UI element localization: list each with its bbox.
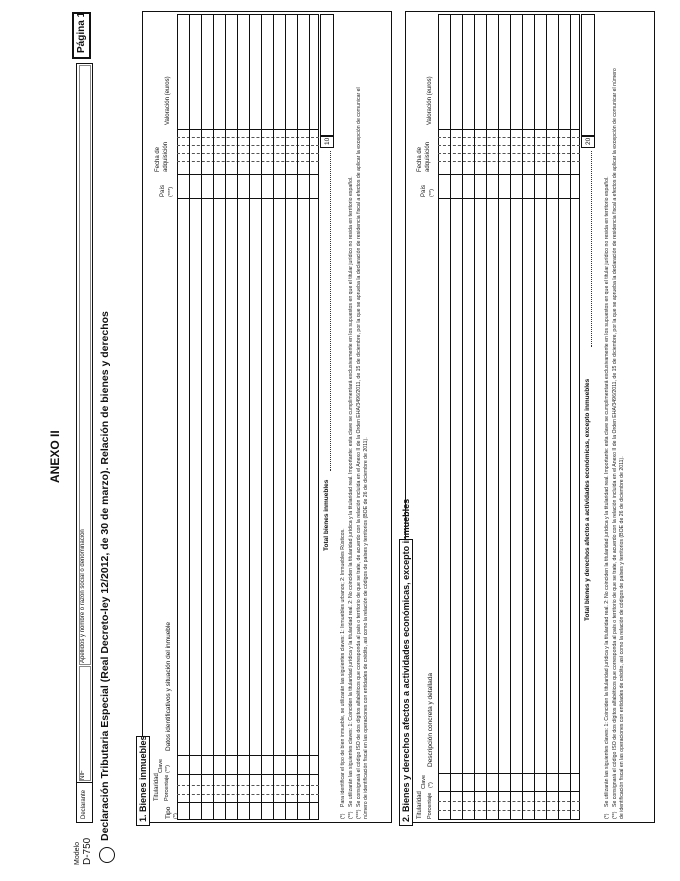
s2-table [438, 14, 580, 820]
main-title: Declaración Tributaria Especial (Real Decreto-ley 12/2012, de 30 de marzo). Relación de bienes y derechos [99, 311, 111, 841]
s2-note2b: de identificación fiscal en las operaciones con entidades de crédito, así como la relación de códigos de países y territorios (BOE de 26 de diciembre de 2011). [619, 456, 625, 819]
section2-title: 2. Bienes y derechos afectos a actividades económicas, excepto inmuebles [401, 498, 411, 822]
name-label: Apellidos y nombre o razón social o denominación [80, 529, 86, 663]
s2-total-field[interactable] [581, 14, 595, 136]
nif-field[interactable] [79, 666, 91, 781]
section1-title-tab [136, 736, 150, 826]
name-field[interactable] [79, 65, 91, 665]
circle-icon [99, 847, 115, 863]
s2-col-valoracion: Valoración (euros) [427, 76, 433, 125]
page-number-box [72, 12, 91, 59]
page-label: Página 1 [76, 11, 87, 53]
nif-label: NIF [80, 770, 86, 780]
s2-note1: Se utilizarán las siguientes claves: 1: Coinciden la titularidad jurídica y la titularidad real. 2: No coinciden la titularidad jurídica y la titularidad real. Importante: esta clave se cumplimentará exclusivamente en los supuestos en que el titular jurídico no resida en territorio español. [604, 176, 610, 807]
annex-title: ANEXO II [48, 430, 62, 483]
rotated-form-page: ANEXO II Página 1 Modelo D-750 Declarante NIF Apellidos y nombre o razón social o denominación Declaración Tributaria Especial (Real Decreto-ley 12/2012, de 30 de marzo). Relación de bienes y derechos 1. Bienes inmuebles Tipo (*) Titularidad Porcentaje Clave (**) Datos identificativos y situación del inmueble País (***) Fecha de adquisición Valoración (euros) Total bienes inmuebles 10 (*) Para identificar el tipo de bien inmueble, se utilizarán las siguientes claves: 1: Inmuebles urbanos; 2: Inmuebles Rústicos. (**) Se utilizarán las siguientes claves: 1: Coinciden la titularidad jurídica y la titularidad real. 2: No coinciden la titularidad jurídica y la titularidad real. Importante: esta clave se cumplimentará exclusivamente en los supuestos en que el titular jurídico no resida en territorio español. (***) Se consignará el código ISO de dos dígitos alfabéticos que corresponda al país o territorio de que se trate, de acuerdo con la relación incluida en el Anexo II de la Orden EHA/3496/2011, de 15 de diciembre, por la que se aprueba la declaración de residencia fiscal a efectos de aplicar la excepción de comunicar el número de identificación fiscal en las operaciones con entidades de crédito, así como la relación de códigos de países y territorios (BOE de 26 de diciembre de 2011). 2. Bienes y derechos afectos a actividades económicas, excepto inmuebles Titularidad Porcentaje Clave (*) Descripción concreta y detallada País (**) Fecha de adquisición Valoración (euros) Total bienes y derechos afectos a actividades económicas, excepto inmuebles 20 (*) Se utilizarán las siguientes claves: 1: Coinciden la titularidad jurídica y la titularidad real. 2: No coinciden la titularidad jurídica y la titularidad real. Importante: esta clave se cumplimentará exclusivamente en los supuestos en que el titular jurídico no resida en territorio español. (**) Se consignará el código ISO de dos dígitos alfabéticos que corresponda al país o territorio de que se trate, de acuerdo con la relación incluida en el Anexo II de la Orden EHA/3496/2011, de 15 de diciembre, por la que se aprueba la declaración de residencia fiscal a efectos de aplicar la excepción de comunicar el número de identificación fiscal en las operaciones con entidades de crédito, así como la relación de códigos de países y territorios (BOE de 26 de diciembre de 2011). [0, 0, 680, 881]
s1-total-label: Total bienes inmuebles [323, 479, 330, 551]
s1-total-code: 10 [320, 136, 334, 148]
s1-table [177, 14, 319, 820]
s2-total-label: Total bienes y derechos afectos a actividades económicas, excepto inmuebles [584, 378, 591, 621]
declarante-label: Declarante [81, 789, 87, 819]
s2-note2: Se consignará el código ISO de dos dígitos alfabéticos que corresponda al país o territorio de que se trate, de acuerdo con la relación incluida en el Anexo II de la Orden EHA/3496/2011, de 15 de diciembre, por la que se aprueba la declaración de residencia fiscal a efectos de aplicar la excepción de comunicar el número [612, 68, 618, 807]
s2-col-clave: Clave [421, 774, 427, 789]
s1-note3: Se consignará el código ISO de dos dígitos alfabéticos que corresponda al país o territorio de que se trate, de acuerdo con la relación incluida en el Anexo II de la Orden EHA/3496/2011, de 15 de diciembre, por la que se aprueba la declaración de residencia fiscal a efectos de aplicar la excepción de comunicar el [356, 87, 362, 807]
s2-total-code: 20 [581, 136, 595, 148]
s1-col-datos: Datos identificativos y situación del inmueble [165, 622, 172, 751]
s1-note1: Para identificar el tipo de bien inmueble, se utilizarán las siguientes claves: 1: Inmuebles urbanos; 2: Inmuebles Rústicos. [340, 528, 346, 807]
s1-col-titularidad: Titularidad [154, 773, 160, 801]
modelo-label: Modelo [74, 842, 81, 865]
modelo-code: D-750 [82, 837, 93, 865]
s1-col-pais: País [160, 184, 166, 197]
section1-title: 1. Bienes inmuebles [138, 735, 148, 822]
s2-col-fecha: Fecha de [417, 146, 423, 172]
section2-title-tab [399, 498, 413, 826]
s1-col-fecha: Fecha de [155, 146, 161, 172]
s1-col-valoracion: Valoración (euros) [165, 76, 171, 125]
s2-col-titularidad: Titularidad [417, 791, 423, 819]
s1-col-tipo: Tipo [165, 806, 172, 819]
s1-note3b: número de identificación fiscal en las operaciones con entidades de crédito, así como la relación de códigos de países y territorios (BOE de 26 de diciembre de 2011). [363, 437, 369, 819]
s2-col-porcentaje: Porcentaje [427, 792, 433, 819]
s1-total-field[interactable] [320, 14, 334, 136]
s1-col-porcentaje: Porcentaje [164, 774, 170, 801]
s1-note2: Se utilizarán las siguientes claves: 1: Coinciden la titularidad jurídica y la titularidad real. 2: No coinciden la titularidad jurídica y la titularidad real. Importante: esta clave se cumplimentará exclusivamente en los supuestos en que el titular jurídico no resida en territorio español. [348, 176, 354, 807]
s1-col-clave: Clave [158, 758, 164, 773]
s2-col-descripcion: Descripción concreta y detallada [427, 673, 434, 767]
s2-col-pais: País [421, 184, 427, 197]
